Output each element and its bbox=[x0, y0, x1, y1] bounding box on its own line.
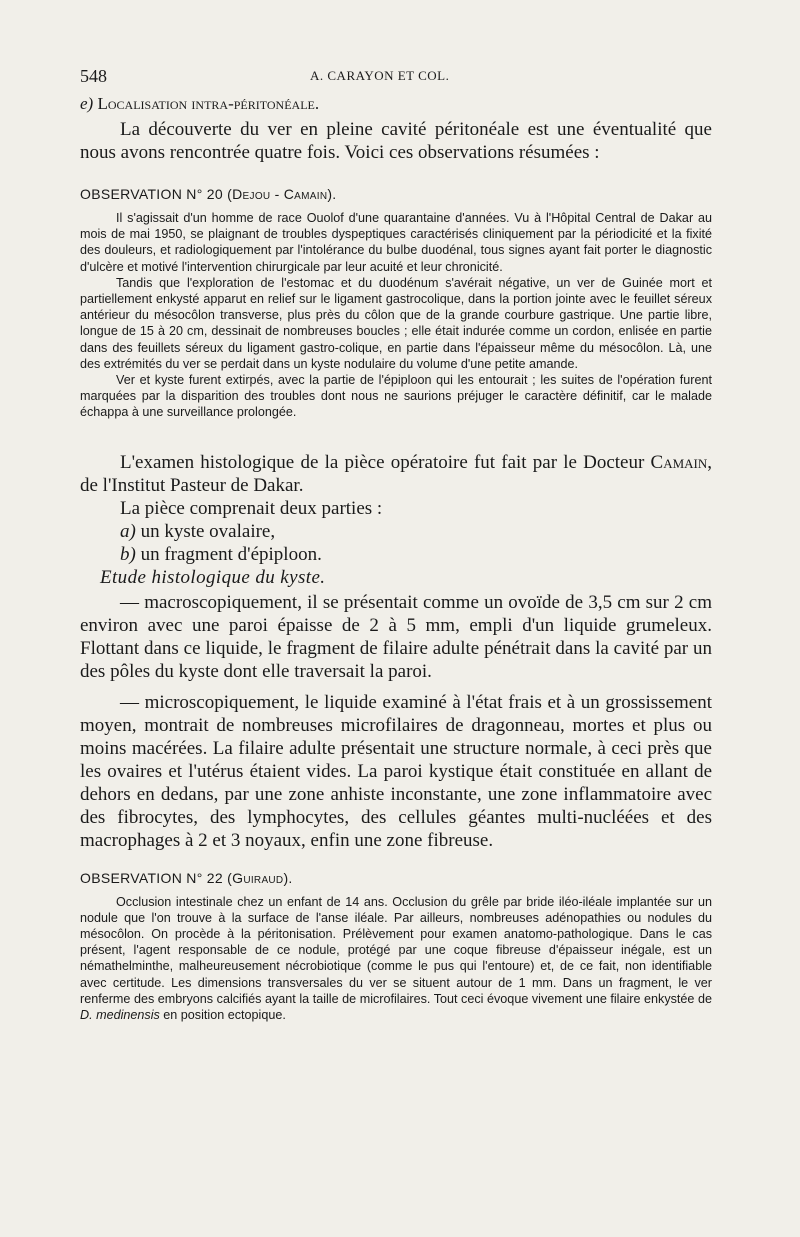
list-item-a bbox=[120, 520, 712, 543]
observation-22-paragraph bbox=[80, 894, 712, 1024]
histology-intro-end: , de l'Institut Pasteur de Dakar. bbox=[80, 451, 713, 496]
observation-20-paragraph-3: Ver et kyste furent extirpés, avec la partie de l'épiploon qui les entourait ; les suites de l'opération furent marquées par la disparition des troubles dont nous ne saurions préjuger le caractère définitif, car le malade échappa à une surveillance prolongée. bbox=[80, 373, 712, 420]
observation-22-text: Occlusion intestinale chez un enfant de 14 ans. Occlusion du grêle par bride iléo-iléale implantée sur un nodule que l'on trouve à la surface de l'anse iléale. Par ailleurs, nombreuses adénopathies ou nodules du mésocôlon. On procède à la péritonisation. Prélèvement pour examen anatomo-pathologique. Dans le cas présent, l'agent responsable de ce nodule, protégé par une coque fibreuse d'épaisseur inégale, est un némathelminthe, malheureusement nécrobiotique (comme le pus qui l'entoure) et, de ce fait, non identifiable avec certitude. Les dimensions transversales du ver se situent autour de 1 mm. Dans un fragment, le ver renferme des embryons calcifiés ayant la taille de microfilaires. Tout ceci évoque vivement une filaire enkystée de bbox=[80, 894, 712, 1006]
observation-20-authors: (Dejou - Camain). bbox=[227, 186, 337, 202]
list-item-b-text: un fragment d'épiploon. bbox=[140, 543, 322, 565]
species-name: D. medinensis bbox=[80, 1008, 160, 1023]
list-item-a-label: a) bbox=[120, 520, 136, 542]
section-title: Localisation intra-péritonéale. bbox=[97, 94, 320, 113]
observation-22-text-end: en position ectopique. bbox=[163, 1008, 286, 1023]
histology-intro bbox=[80, 451, 712, 497]
observation-20-paragraph-1: Il s'agissait d'un homme de race Ouolof d'une quarantaine d'années. Vu à l'Hôpital Central de Dakar au mois de mai 1950, se plaignant de troubles dyspeptiques caractérisés cliniquement par la périodicité et la fixité des douleurs, et radiologiquement par l'intolérance du bulbe duodénal, tous signes ayant fait porter le diagnostic d'ulcère et motivé l'intervention chirurgicale par leur acuité et leur chronicité. bbox=[80, 211, 712, 274]
histology-intro-text: L'examen histologique de la pièce opératoire fut fait par le Docteur bbox=[120, 451, 645, 473]
page-header bbox=[80, 58, 712, 88]
intro-paragraph: La découverte du ver en pleine cavité péritonéale est une éventualité que nous avons rencontrée quatre fois. Voici ces observations résumées : bbox=[80, 119, 712, 163]
piece-description: La pièce comprenait deux parties : bbox=[120, 497, 383, 519]
page-number: 548 bbox=[80, 66, 107, 86]
observation-22-heading bbox=[80, 870, 712, 886]
macroscopic-paragraph: — macroscopiquement, il se présentait comme un ovoïde de 3,5 cm sur 2 cm environ avec une paroi épaisse de 2 à 5 mm, empli d'un liquide grumeleux. Flottant dans ce liquide, le fragment de filaire adulte pénétrait dans la cavité par un des pôles du kyste dont elle traversait la paroi. bbox=[80, 591, 712, 682]
microscopic-paragraph: — microscopiquement, le liquide examiné à l'état frais et à un grossissement moyen, montrait de nombreuses microfilaires de dragonneau, mortes et plus ou moins macérées. La filaire adulte présentait une structure normale, à ceci près que les ovaires et l'utérus étaient vides. La paroi kystique était constituée en allant de dehors en dedans, par une zone anhiste inconstante, une zone inflammatoire avec des fibrocytes, des lymphocytes, des cellules géantes multi-nucléées et des macrophages à 2 et 3 noyaux, enfin une zone fibreuse. bbox=[80, 691, 712, 851]
list-item-b bbox=[120, 543, 712, 566]
observation-20-label: OBSERVATION N° 20 bbox=[80, 186, 223, 202]
histology-subtitle: Etude histologique du kyste. bbox=[100, 566, 326, 588]
section-label: e) bbox=[80, 94, 94, 113]
observation-20-paragraph-2: Tandis que l'exploration de l'estomac et du duodénum s'avérait négative, un ver de Guinée mort et partiellement enkysté apparut en relief sur le ligament gastrocolique, dans la portion jointe avec le feuillet séreux antérieur du mésocôlon transverse, plus près du côlon que de la grande courbure gastrique. Une partie libre, longue de 15 à 20 cm, dessinait de nombreuses boucles ; elle était indurée comme un cordon, enlisée en partie dans des feuillets séreux du ligament gastro-colique, en partie dans l'épaisseur même du mésocôlon. Là, une des extrémités du ver se perdait dans un kyste nodulaire du volume d'une petite amande. bbox=[80, 275, 712, 371]
section-heading bbox=[80, 94, 712, 114]
histology-author: Camain bbox=[650, 451, 708, 473]
observation-22-label: OBSERVATION N° 22 bbox=[80, 869, 223, 886]
observation-20-heading bbox=[80, 186, 712, 202]
observation-22-authors: (Guiraud). bbox=[227, 869, 293, 886]
list-item-a-text: un kyste ovalaire, bbox=[140, 520, 276, 542]
running-title: A. CARAYON ET COL. bbox=[310, 68, 450, 83]
document-page bbox=[80, 58, 712, 1023]
list-item-b-label: b) bbox=[120, 543, 136, 565]
